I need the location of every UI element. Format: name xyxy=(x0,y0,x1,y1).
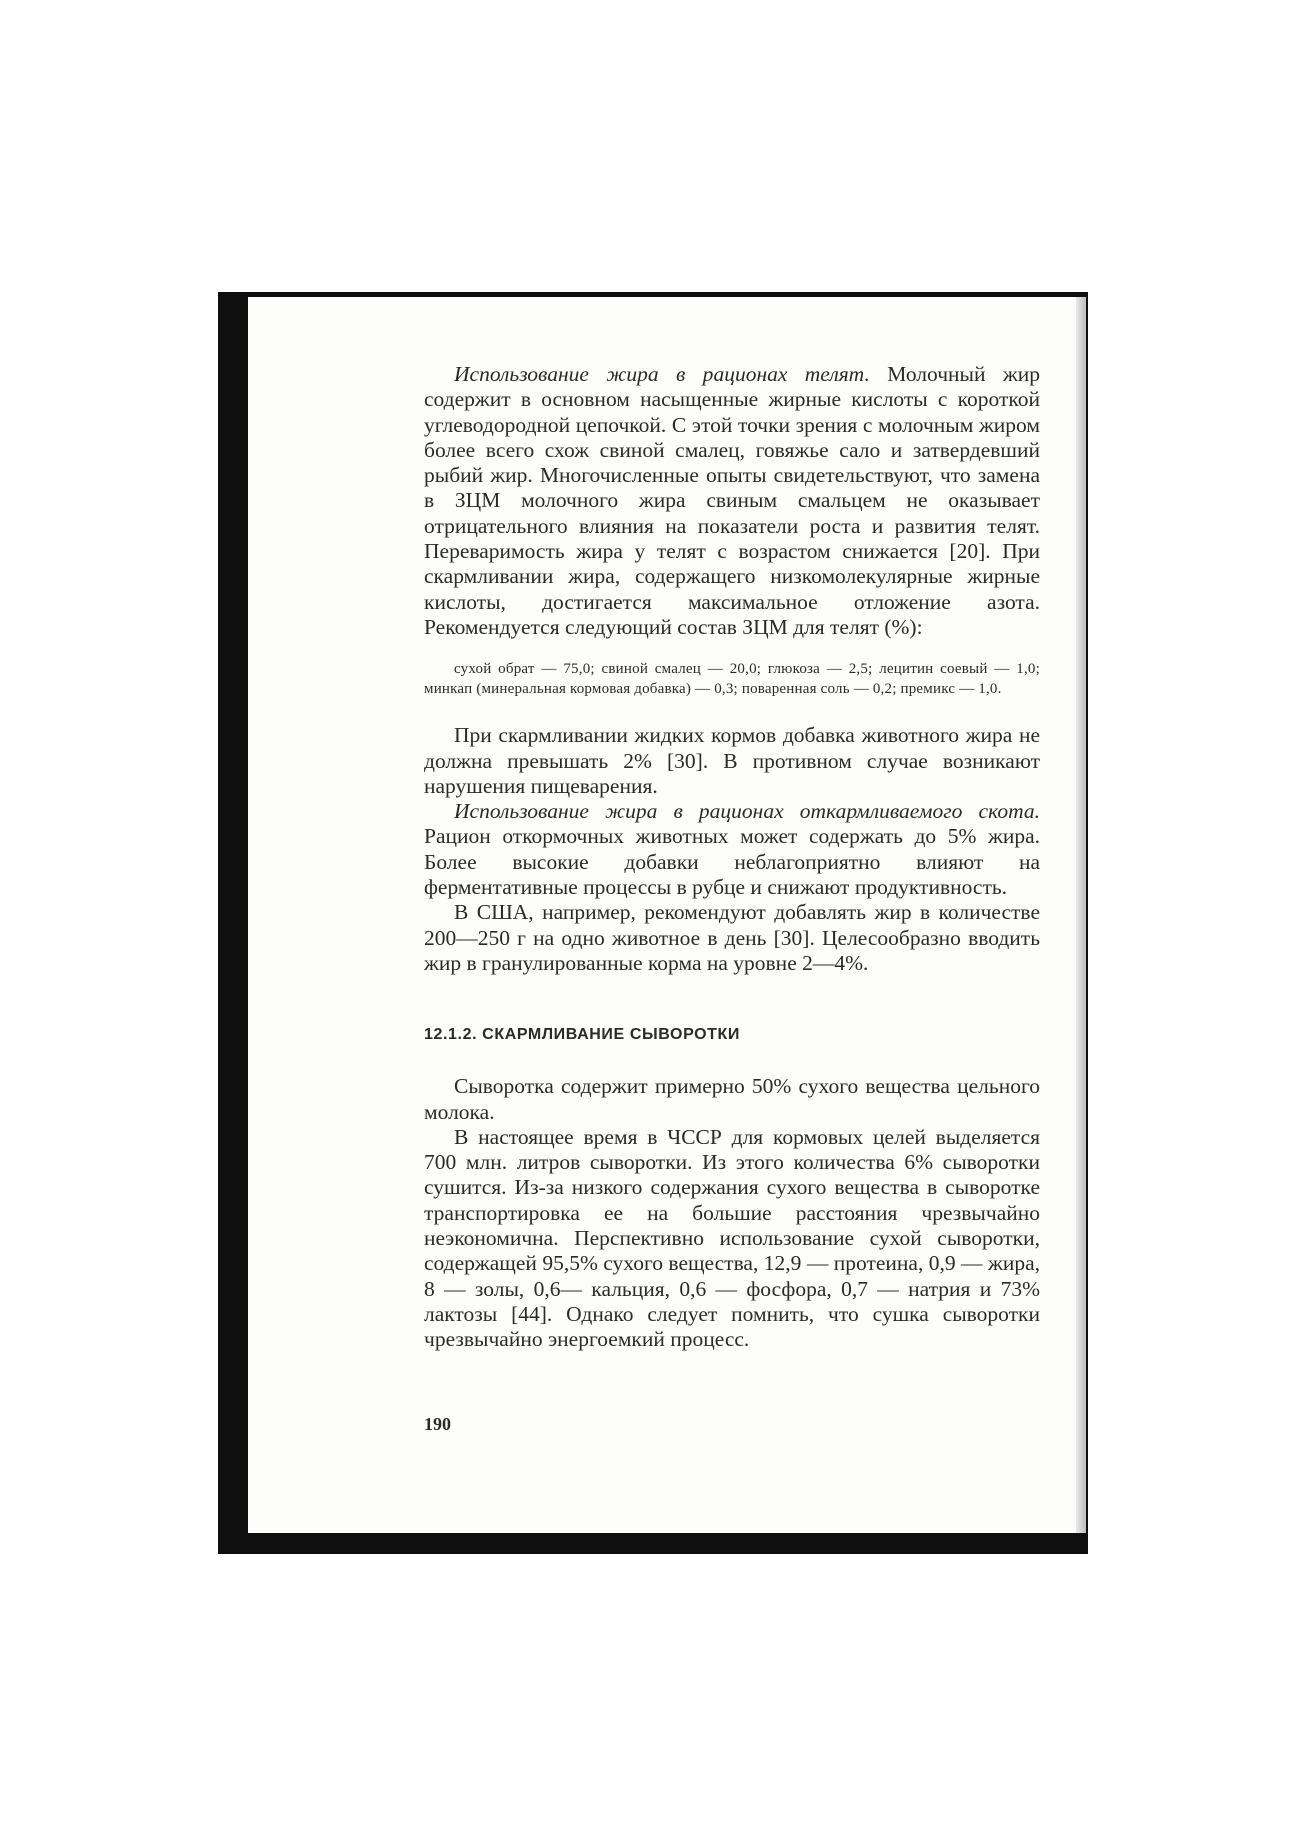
zcm-composition: сухой обрат — 75,0; свиной смалец — 20,0; глюкоза — 2,5; лецитин соевый — 1,0; минкап (минеральная кормовая добавка) — 0,3; поваренная соль — 0,2; премикс — 1,0. xyxy=(424,661,1040,697)
paragraph-usa: В США, например, рекомендуют добавлять жир в количестве 200—250 г на одно животное в день [30]. Целесообразно вводить жир в гранулированные корма на уровне 2—4%. xyxy=(424,900,1040,975)
paragraph-whey-content: Сыворотка содержит примерно 50% сухого вещества цельного молока. xyxy=(424,1074,1040,1124)
page-number: 190 xyxy=(424,1414,451,1434)
paragraph-liquid-feed: При скармливании жидких кормов добавка животного жира не должна превышать 2% [30]. В противном случае возникают нарушения пищеварения. xyxy=(424,723,1040,798)
italic-lead-fattening: Использование жира в рационах откармливаемого скота. xyxy=(454,799,1040,824)
paragraph-whey-usage: В настоящее время в ЧССР для кормовых целей выделяется 700 млн. литров сыворотки. Из этого количества 6% сыворотки сушится. Из-за низкого содержания сухого вещества в сыворотке транспортировка ее на большие расстояния чрезвычайно неэкономична. Перспективно использование сухой сыворотки, содержащей 95,5% сухого вещества, 12,9 — протеина, 0,9 — жира, 8 — золы, 0,6— кальция, 0,6 — фосфора, 0,7 — натрия и 73% лактозы [44]. Однако следует помнить, что сушка сыворотки чрезвычайно энергоемкий процесс. xyxy=(424,1124,1040,1352)
paragraph-calves-fat xyxy=(424,362,1040,640)
page-edge-shadow xyxy=(1076,297,1086,1533)
italic-lead-calves: Использование жира в рационах телят. xyxy=(454,362,870,386)
section-heading: 12.1.2. СКАРМЛИВАНИЕ СЫВОРОТКИ xyxy=(424,1026,741,1044)
paragraph-fattening-cattle xyxy=(424,799,1040,900)
paragraph-body: Молочный жир содержит в основном насыщенные жирные кислоты с короткой углеводородной цепочкой. С этой точки зрения с молочным жиром более всего схож свиной смалец, говяжье сало и затвердевший рыбий жир. Многочисленные опыты свидетельствуют, что замена в ЗЦМ молочного жира свиным смальцем не оказывает отрицательного влияния на показатели роста и развития телят. Переваримость жира у телят с возрастом снижается [20]. При скармливании жира, содержащего низкомолекулярные жирные кислоты, достигается максимальное отложение азота. Рекомендуется следующий состав ЗЦМ для телят (%): xyxy=(424,362,1040,639)
paragraph-body: Рацион откормочных животных может содержать до 5% жира. Более высокие добавки неблагоприятно влияют на ферментативные процессы в рубце и снижают продуктивность. xyxy=(424,824,1040,900)
page-text xyxy=(424,362,1040,1353)
